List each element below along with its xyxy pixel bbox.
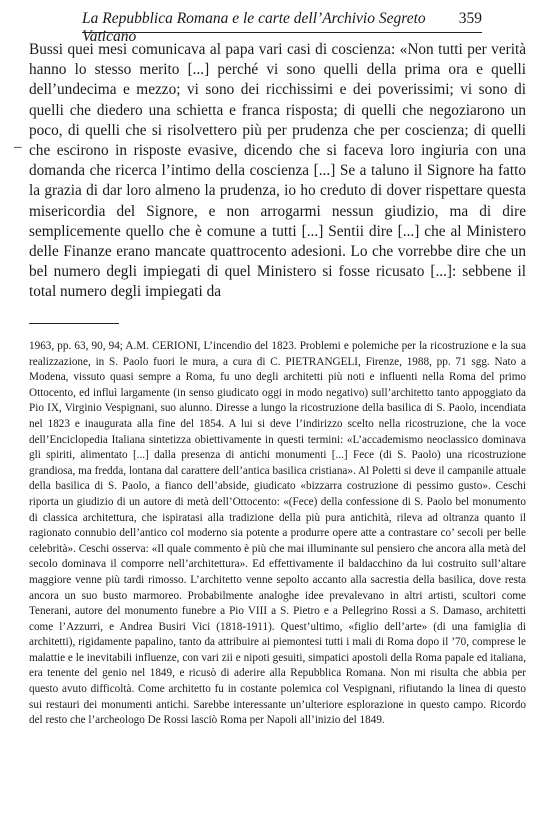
page-number: 359 xyxy=(458,10,482,27)
footnote-paragraph: 1963, pp. 63, 90, 94; A.M. CERIONI, L’incendio del 1823. Problemi e polemiche per la ricostruzione e la sua realizzazione, in S. Paolo fuori le mura, a cura di C. PIETRANGELI, Firenze, 1988, pp. 71 sgg. Nato a Modena, vissuto quasi sempre a Roma, fu uno degli architetti più noti e influenti nella Roma del primo Ottocento, ed influì largamente (in senso giudicato oggi in modo negativo) sull’architetto tanto appoggiato da Pio IX, Virginio Vespignani, suo alunno. Diresse a lungo la ricostruzione della basilica di S. Paolo, incendiata nel 1823 e inaugurata alla fine del 1854. A lui si deve l’indirizzo scelto nella ricostruzione, che la voce dell’Enciclopedia Italiana sintetizza obiettivamente in questi termini: «L’accademismo neoclassico dominava gli spiriti, alimentato [...] dalla presenza di antichi monumenti [...] Fece (di S. Paolo) una ricostruzione grandiosa, ma fredda, lontana dal carattere dell’antica basilica cristiana». Al Poletti si deve il campanile attuale della basilica di S. Paolo, a fianco dell’abside, giudicato «bizzarra costruzione di pessimo gusto». Ceschi riporta un giudizio di un autore di metà dell’Ottocento: «(Fece) della confessione di S. Paolo bel monumento di classica architettura, che ispiratasi alla tradizione della più pura antichità, rileva ad oltranza quanto il ragionato connubio dell’antico col moderno sia potente a produrre opere atte a contrastare co’ secoli per belle celebrità». Ceschi osserva: «Il quale commento è più che mai illuminante sul pensiero che ancora alla metà del secolo dominava il comporre nell’architettura». Ed effettivamente il baldacchino da lui costruito sull’altare maggiore venne più tardi rimosso. L’architetto venne sepolto accanto alla sacrestia della basilica, dove resta ancora un suo busto marmoreo. Probabilmente analoghe idee prevalevano in altri artisti, scultori come Tenerani, autore del monumento funebre a Pio VIII a S. Pietro e a Pellegrino Rossi a S. Damaso, architetti come l’Azzurri, e Andrea Busiri Vici (1818-1911). Quest’ultimo, «figlio dell’arte» (di una famiglia di architetti), rigidamente papalino, tanto da attribuire ai piemontesi tutti i mali di Roma dopo il ’70, comprese le malattie e le inevitabili influenze, con vari zii e nipoti gesuiti, simpatici apostoli della Roma papale ed italiana, era tenente del genio nel 1849, e ricusò di aderire alla Repubblica Romana. Non mi risulta che abbia per questo avuto difficoltà. Come architetto fu in costante polemica col Vespignani, rifiutando la linea di questo sui restauri dei monumenti antichi. Sarebbe interessante un’ulteriore esplorazione in questo campo. Ricordo del resto che l’archeologo De Rossi lasciò Roma per Napoli all’inizio del 1849. xyxy=(29,340,526,727)
main-paragraph: Bussi quei mesi comunicava al papa vari casi di coscienza: «Non tutti per verità hanno lo stesso merito [...] perché vi sono quelli della prima ora e quelli dell’undecima e mezzo; vi sono dei ricchissimi e dei poverissimi; vi sono di quelli che diedero una schietta e franca risposta; di quelli che negoziarono un poco, di quelli che si risolvettero più per prudenza che per coscienza; di quelli che escirono in risposte evasive, dicendo che si faceva loro ingiuria con una domanda che ricerca l’intimo della coscienza [...] Se a taluno il Signore ha fatto la grazia di dar loro almeno la prudenza, io ho creduto di dover rispettare questa misericordia del Signore, e non arrogarmi nessun giudizio, ma di dire semplicemente quello che è comune a tutti [...] Sentii dire [...] che al Ministero delle Finanze erano mancate quattrocento adesioni. Lo che vorrebbe dire che un bel numero degli impiegati di quel Ministero si fosse ricusato [...]: sebbene il total numero degli impiegati da xyxy=(29,41,526,301)
main-text xyxy=(29,40,526,303)
running-title: La Repubblica Romana e le carte dell’Archivio Segreto Vaticano xyxy=(82,10,426,45)
footnote-separator xyxy=(29,323,119,324)
margin-mark: _ xyxy=(14,134,22,150)
running-header xyxy=(82,10,482,45)
footnote xyxy=(29,339,526,729)
